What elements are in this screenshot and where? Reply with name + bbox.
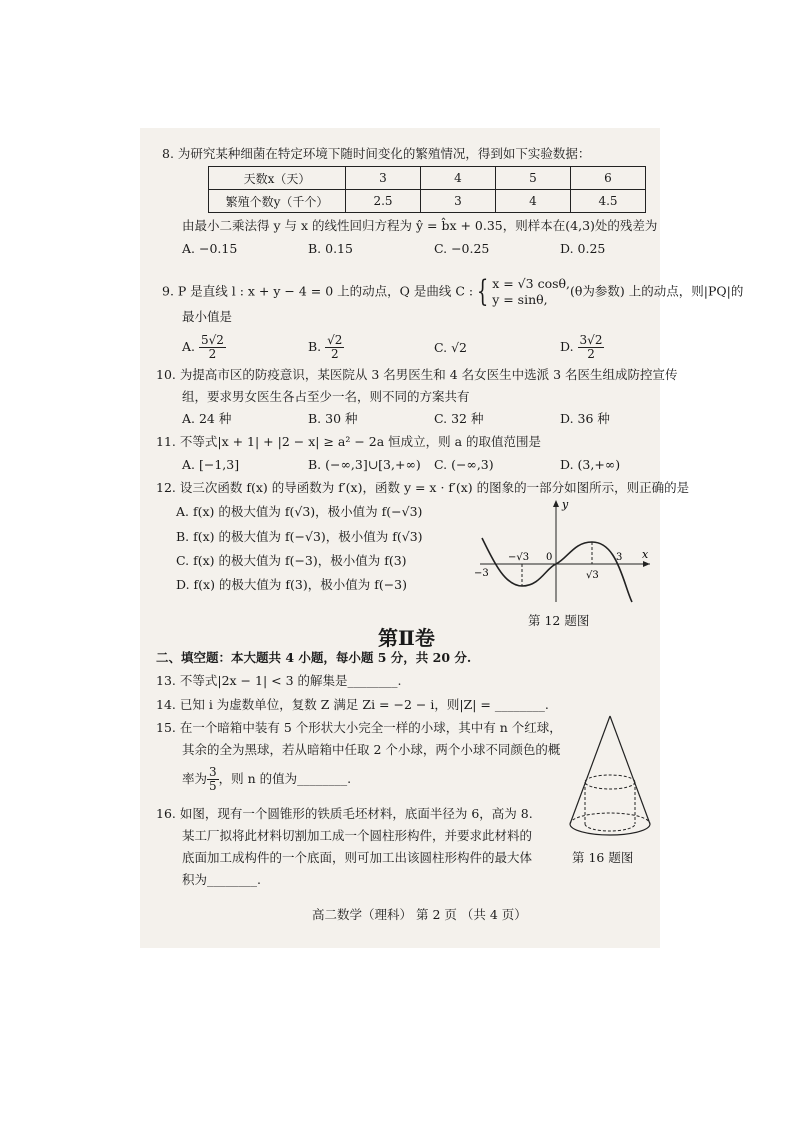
q8-followup: 由最小二乘法得 y 与 x 的线性回归方程为 ŷ = b̂x + 0.35，则样本在(4,3)处的残差为: [182, 218, 658, 233]
arrow-icon: [643, 561, 650, 567]
option-label: A.: [182, 339, 196, 354]
table-cell: 2.5: [346, 190, 421, 213]
tick-label-neg-sqrt3: −√3: [508, 552, 530, 563]
q10-option-a: A. 24 种: [182, 411, 232, 426]
q16-line3: 底面加工成构件的一个底面，则可加工出该圆柱形构件的最大体: [182, 850, 533, 865]
numerator: 3√2: [579, 333, 603, 347]
table-row: [209, 167, 646, 190]
brace-glyph: {: [476, 274, 489, 309]
option-label: B.: [308, 339, 322, 354]
q16-line2: 某工厂拟将此材料切割加工成一个圆柱形构件，并要求此材料的: [182, 828, 533, 843]
fraction: [207, 766, 219, 793]
cylinder-bottom: [585, 824, 635, 831]
q8-option-b: B. 0.15: [308, 241, 353, 256]
q11-option-a: A. [−1,3]: [182, 457, 240, 472]
table-cell: 5: [496, 167, 571, 190]
table-cell: 3: [346, 167, 421, 190]
q9-eq2: y = sinθ,: [492, 292, 548, 307]
fraction: [199, 334, 226, 361]
q11-option-b: B. (−∞,3]∪[3,+∞): [308, 457, 421, 472]
q11-option-c: C. (−∞,3): [434, 457, 494, 472]
fraction: [325, 334, 344, 361]
q13: 13. 不等式|2x − 1| < 3 的解集是________.: [156, 673, 402, 688]
cone-edge: [570, 716, 610, 824]
y-label: y: [562, 498, 569, 511]
numerator: 5√2: [201, 333, 224, 347]
q11-option-d: D. (3,+∞): [560, 457, 621, 472]
q15-line1: 15. 在一个暗箱中装有 5 个形状大小完全一样的小球，其中有 n 个红球，: [156, 720, 562, 735]
q16-line1: 16. 如图，现有一个圆锥形的铁质毛坯材料，底面半径为 6，高为 8.: [156, 806, 533, 821]
option-label: D.: [560, 339, 574, 354]
q9-stem-part-b: (θ为参数) 上的动点，则|PQ|的: [570, 283, 744, 299]
q9-equation-system: [492, 276, 570, 308]
q15-line2: 其余的全为黑球，若从暗箱中任取 2 个小球，两个小球不同颜色的概: [182, 742, 561, 757]
cone-base-back: [570, 813, 650, 824]
q12-option-c: C. f(x) 的极大值为 f(−3)，极小值为 f(3): [176, 553, 407, 568]
q12-caption: 第 12 题图: [528, 613, 590, 628]
denominator: 2: [208, 347, 217, 361]
q12-option-b: B. f(x) 的极大值为 f(−√3)，极小值为 f(√3): [176, 529, 423, 544]
section-title: 第Ⅱ卷: [378, 626, 435, 650]
table-cell: 4: [421, 167, 496, 190]
page-footer: 高二数学（理科） 第 2 页 （共 4 页）: [312, 907, 527, 922]
q12-option-a: A. f(x) 的极大值为 f(√3)，极小值为 f(−√3): [176, 504, 423, 519]
q9-option-d: [560, 334, 604, 361]
q15-tail: ，则 n 的值为________.: [218, 771, 352, 786]
origin-label: 0: [546, 552, 553, 563]
q8-stem: 8. 为研究某种细菌在特定环境下随时间变化的繁殖情况，得到如下实验数据：: [162, 146, 591, 161]
table-header-days: 天数x（天）: [209, 167, 346, 190]
q10-line1: 10. 为提高市区的防疫意识，某医院从 3 名男医生和 4 名女医生中选派 3 名医生组成防控宣传: [156, 367, 678, 382]
q9-option-c: C. √2: [434, 340, 467, 355]
q8-data-table: [208, 166, 646, 213]
fraction: [578, 334, 605, 361]
fill-section-header: 二、填空题：本大题共 4 小题，每小题 5 分，共 20 分.: [156, 650, 472, 665]
q10-option-d: D. 36 种: [560, 411, 610, 426]
q15-line3: [182, 766, 351, 793]
x-label: x: [642, 548, 649, 561]
q9-option-a: [182, 334, 226, 361]
q9-stem-part-a: 9. P 是直线 l : x + y − 4 = 0 上的动点，Q 是曲线 C :: [162, 283, 474, 299]
tick-label-3: 3: [616, 552, 623, 563]
curve: [482, 538, 632, 602]
numerator: 3: [209, 765, 217, 779]
q9-eq1: x = √3 cosθ,: [492, 276, 571, 291]
arrow-icon: [553, 500, 559, 507]
q9-stem: [162, 276, 743, 308]
table-row: [209, 190, 646, 213]
tick-label-sqrt3: √3: [586, 570, 599, 581]
cone-figure: [560, 712, 660, 844]
q12-graph: [470, 496, 660, 606]
cone-base-front: [570, 824, 650, 835]
denominator: 2: [330, 347, 339, 361]
denominator: 2: [587, 347, 595, 361]
q10-line2: 组，要求男女医生各占至少一名，则不同的方案共有: [182, 389, 470, 404]
cone-edge: [610, 716, 650, 824]
denominator: 5: [209, 779, 217, 793]
q11-stem: 11. 不等式|x + 1| + |2 − x| ≥ a² − 2a 恒成立，则 a 的取值范围是: [156, 434, 542, 449]
q15-prob-label: 率为: [182, 771, 208, 786]
q8-option-a: A. −0.15: [182, 241, 238, 256]
q16-line4: 积为________.: [182, 872, 261, 887]
q8-option-c: C. −0.25: [434, 241, 490, 256]
table-cell: 3: [421, 190, 496, 213]
table-cell: 4.5: [571, 190, 646, 213]
numerator: √2: [327, 333, 343, 347]
cylinder-top: [585, 775, 635, 789]
q16-caption: 第 16 题图: [572, 850, 634, 865]
table-cell: 4: [496, 190, 571, 213]
q8-option-d: D. 0.25: [560, 241, 606, 256]
table-cell: 6: [571, 167, 646, 190]
tick-label-neg3: −3: [474, 568, 489, 579]
q9-option-b: [308, 334, 344, 361]
q10-option-b: B. 30 种: [308, 411, 358, 426]
q9-stem-tail: 最小值是: [182, 309, 233, 324]
q14: 14. 已知 i 为虚数单位，复数 Z 满足 Zi = −2 − i，则|Z| = ________.: [156, 697, 549, 712]
q12-option-d: D. f(x) 的极大值为 f(3)，极小值为 f(−3): [176, 577, 408, 592]
q12-stem: 12. 设三次函数 f(x) 的导函数为 f′(x)，函数 y = x · f′(x) 的图象的一部分如图所示，则正确的是: [156, 480, 690, 495]
q10-option-c: C. 32 种: [434, 411, 484, 426]
table-header-counts: 繁殖个数y（千个）: [209, 190, 346, 213]
